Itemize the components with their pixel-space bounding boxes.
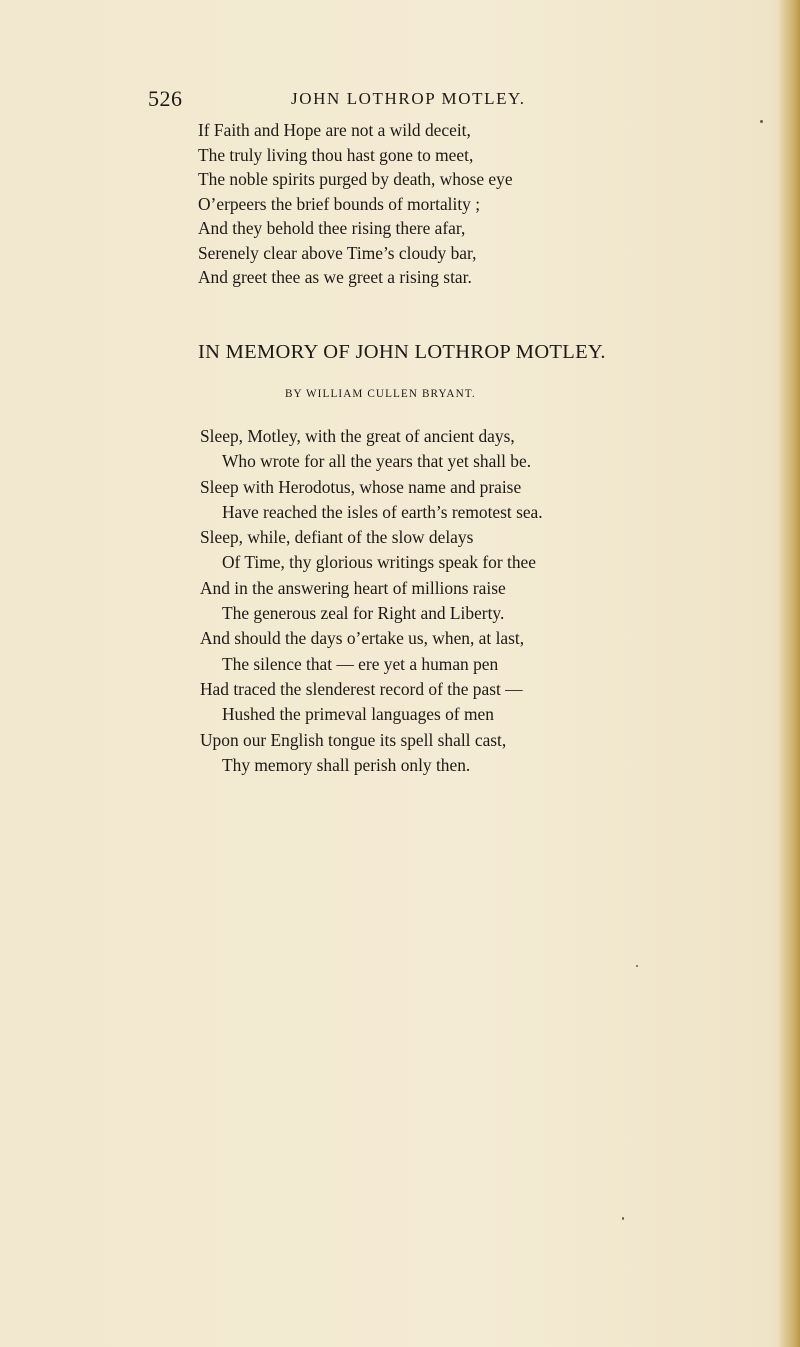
poem-line: Who wrote for all the years that yet shall be.: [222, 451, 532, 472]
running-head: JOHN LOTHROP MOTLEY.: [291, 89, 526, 108]
page-edge: [778, 0, 800, 1347]
poem-line: Sleep, while, defiant of the slow delays: [200, 527, 474, 548]
page-header: [148, 86, 768, 116]
paper-speck: [622, 1217, 624, 1220]
stanza-line: Serenely clear above Time’s cloudy bar,: [198, 242, 477, 263]
poem-line: Of Time, thy glorious writings speak for thee: [222, 552, 536, 573]
paper-speck: [760, 120, 763, 123]
stanza-line: And greet thee as we greet a rising star.: [198, 267, 472, 287]
poem-title: IN MEMORY OF JOHN LOTHROP MOTLEY.: [198, 341, 606, 363]
poem-line: The silence that — ere yet a human pen: [222, 653, 499, 674]
poem-byline: BY WILLIAM CULLEN BRYANT.: [285, 388, 476, 400]
poem-line: Upon our English tongue its spell shall cast,: [200, 729, 507, 750]
page-number: 526: [148, 86, 183, 111]
poem-line: The generous zeal for Right and Liberty.: [222, 603, 505, 624]
poem-line: Hushed the primeval languages of men: [222, 704, 494, 725]
poem-line: Have reached the isles of earth’s remotest sea.: [222, 501, 543, 522]
stanza-line: The truly living thou hast gone to meet,: [198, 144, 474, 165]
paper-speck: [636, 965, 638, 967]
poem-line: Had traced the slenderest record of the past —: [200, 678, 523, 699]
poem-line: Sleep, Motley, with the great of ancient days,: [200, 426, 515, 446]
stanza-line: If Faith and Hope are not a wild deceit,: [198, 120, 471, 140]
poem-line: And should the days o’ertake us, when, at last,: [200, 628, 525, 649]
poem-line: Sleep with Herodotus, whose name and praise: [200, 476, 522, 497]
poem-line: Thy memory shall perish only then.: [222, 754, 471, 775]
stanza-line: O’erpeers the brief bounds of mortality ;: [198, 193, 481, 214]
poem-line: And in the answering heart of millions raise: [200, 577, 506, 598]
stanza-line: The noble spirits purged by death, whose eye: [198, 169, 513, 189]
closing-stanza: [198, 118, 513, 290]
stanza-line: And they behold thee rising there afar,: [198, 218, 466, 238]
poem-body: [200, 424, 543, 778]
